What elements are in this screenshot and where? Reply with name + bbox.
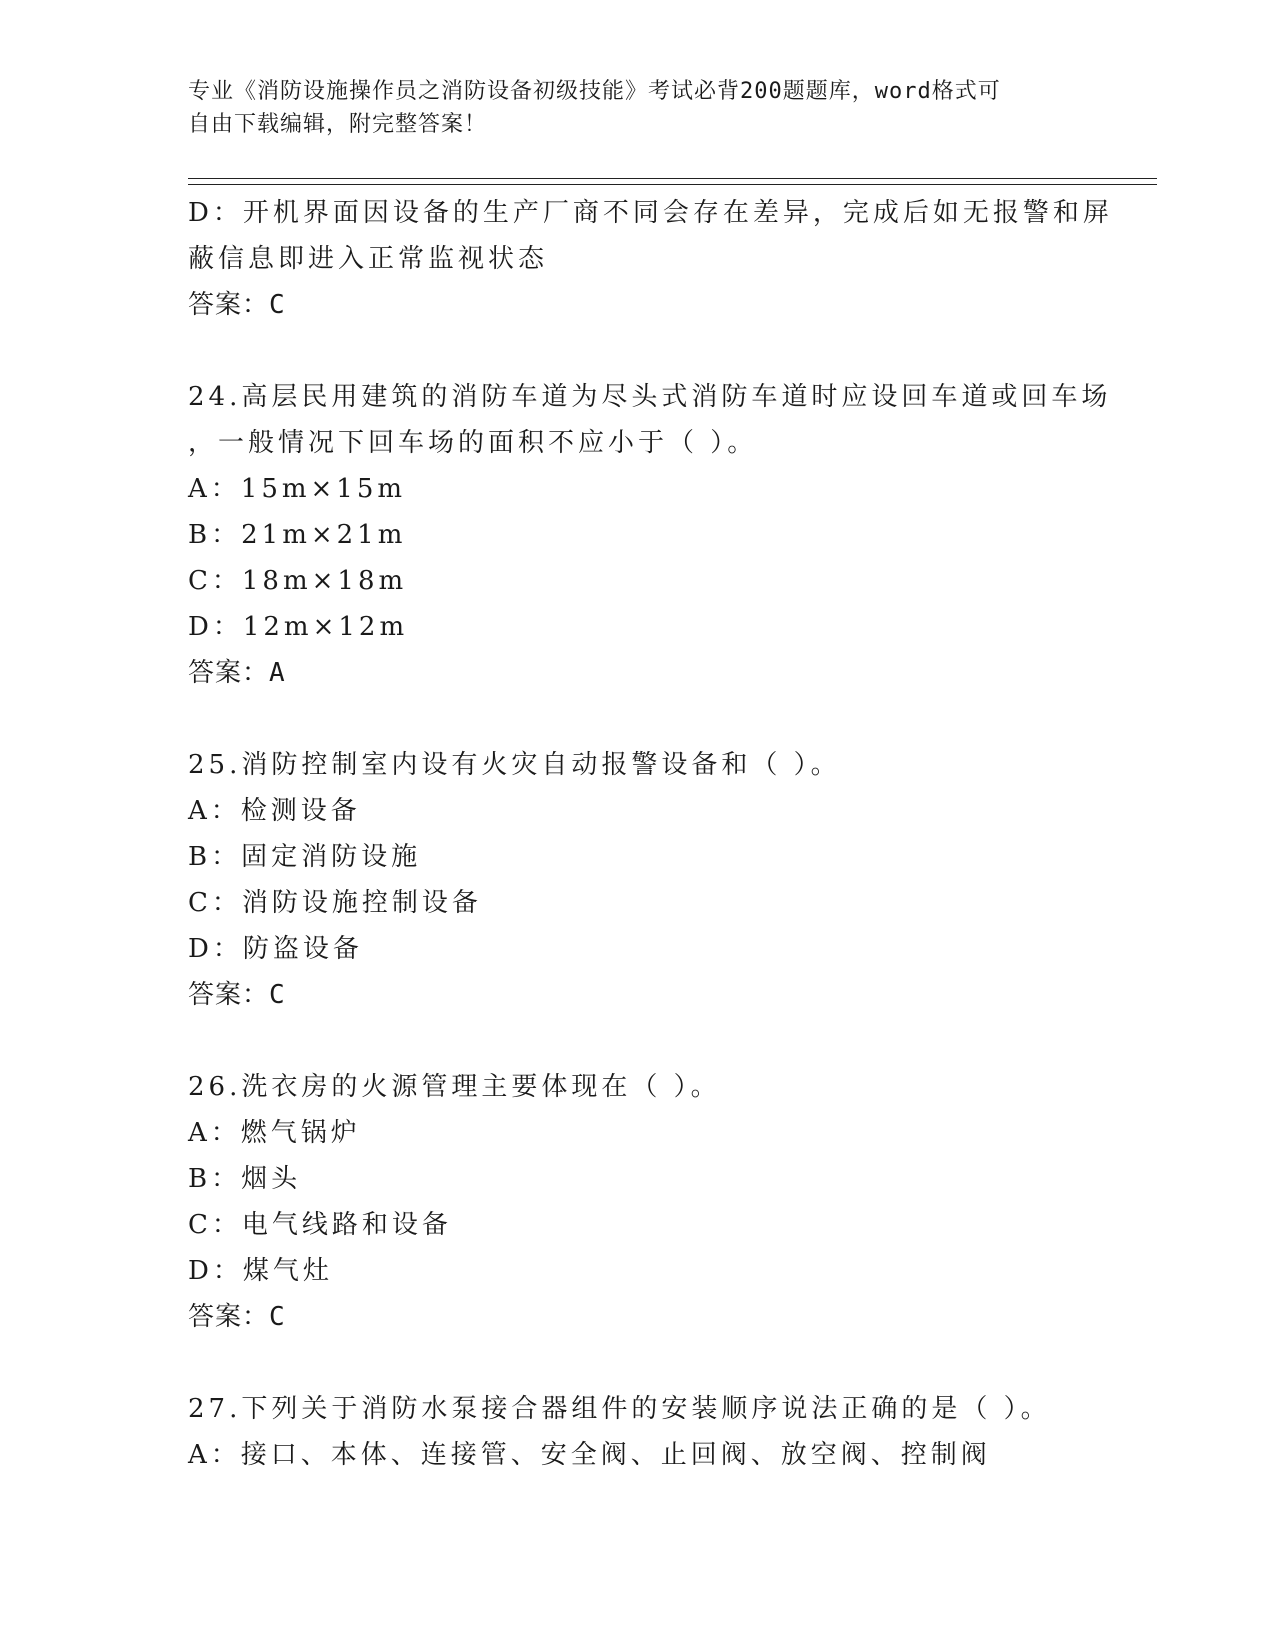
option-d: D：煤气灶 [188, 1256, 333, 1286]
prev-question-tail [188, 190, 1113, 328]
question-25 [188, 742, 1088, 1018]
option-b: B：固定消防设施 [188, 842, 422, 872]
question-stem: 24.高层民用建筑的消防车道为尽头式消防车道时应设回车道或回车场 [188, 382, 1112, 412]
option-d: D：12m×12m [188, 612, 409, 642]
question-26 [188, 1064, 1088, 1340]
option-b: B：21m×21m [188, 520, 407, 550]
answer: 答案：C [188, 1302, 286, 1332]
option-d-continued: 蔽信息即进入正常监视状态 [188, 244, 549, 274]
question-list [188, 190, 1113, 1478]
option-d: D：开机界面因设备的生产厂商不同会存在差异，完成后如无报警和屏 [188, 198, 1113, 228]
document-header [188, 75, 1088, 141]
option-d: D：防盗设备 [188, 934, 363, 964]
question-stem: 25.消防控制室内设有火灾自动报警设备和（ ）。 [188, 750, 841, 780]
question-stem: 27.下列关于消防水泵接合器组件的安装顺序说法正确的是（ ）。 [188, 1394, 1051, 1424]
answer: 答案：C [188, 290, 286, 320]
answer: 答案：A [188, 658, 286, 688]
question-27 [188, 1386, 1088, 1478]
option-c: C：消防设施控制设备 [188, 888, 482, 918]
header-line-1: 专业《消防设施操作员之消防设备初级技能》考试必背200题题库，word格式可 [188, 79, 1001, 104]
option-c: C：18m×18m [188, 566, 408, 596]
question-stem-continued: ，一般情况下回车场的面积不应小于（ ）。 [188, 428, 758, 458]
header-divider-top [188, 178, 1157, 179]
question-24 [188, 374, 1112, 696]
option-c: C：电气线路和设备 [188, 1210, 452, 1240]
option-a: A：接口、本体、连接管、安全阀、止回阀、放空阀、控制阀 [188, 1440, 991, 1470]
option-a: A：燃气锅炉 [188, 1118, 361, 1148]
answer: 答案：C [188, 980, 286, 1010]
option-a: A：检测设备 [188, 796, 361, 826]
question-stem: 26.洗衣房的火源管理主要体现在（ ）。 [188, 1072, 721, 1102]
option-b: B：烟头 [188, 1164, 302, 1194]
header-line-2: 自由下载编辑，附完整答案！ [188, 112, 488, 137]
option-a: A：15m×15m [188, 474, 407, 504]
header-divider-bottom [188, 184, 1157, 185]
